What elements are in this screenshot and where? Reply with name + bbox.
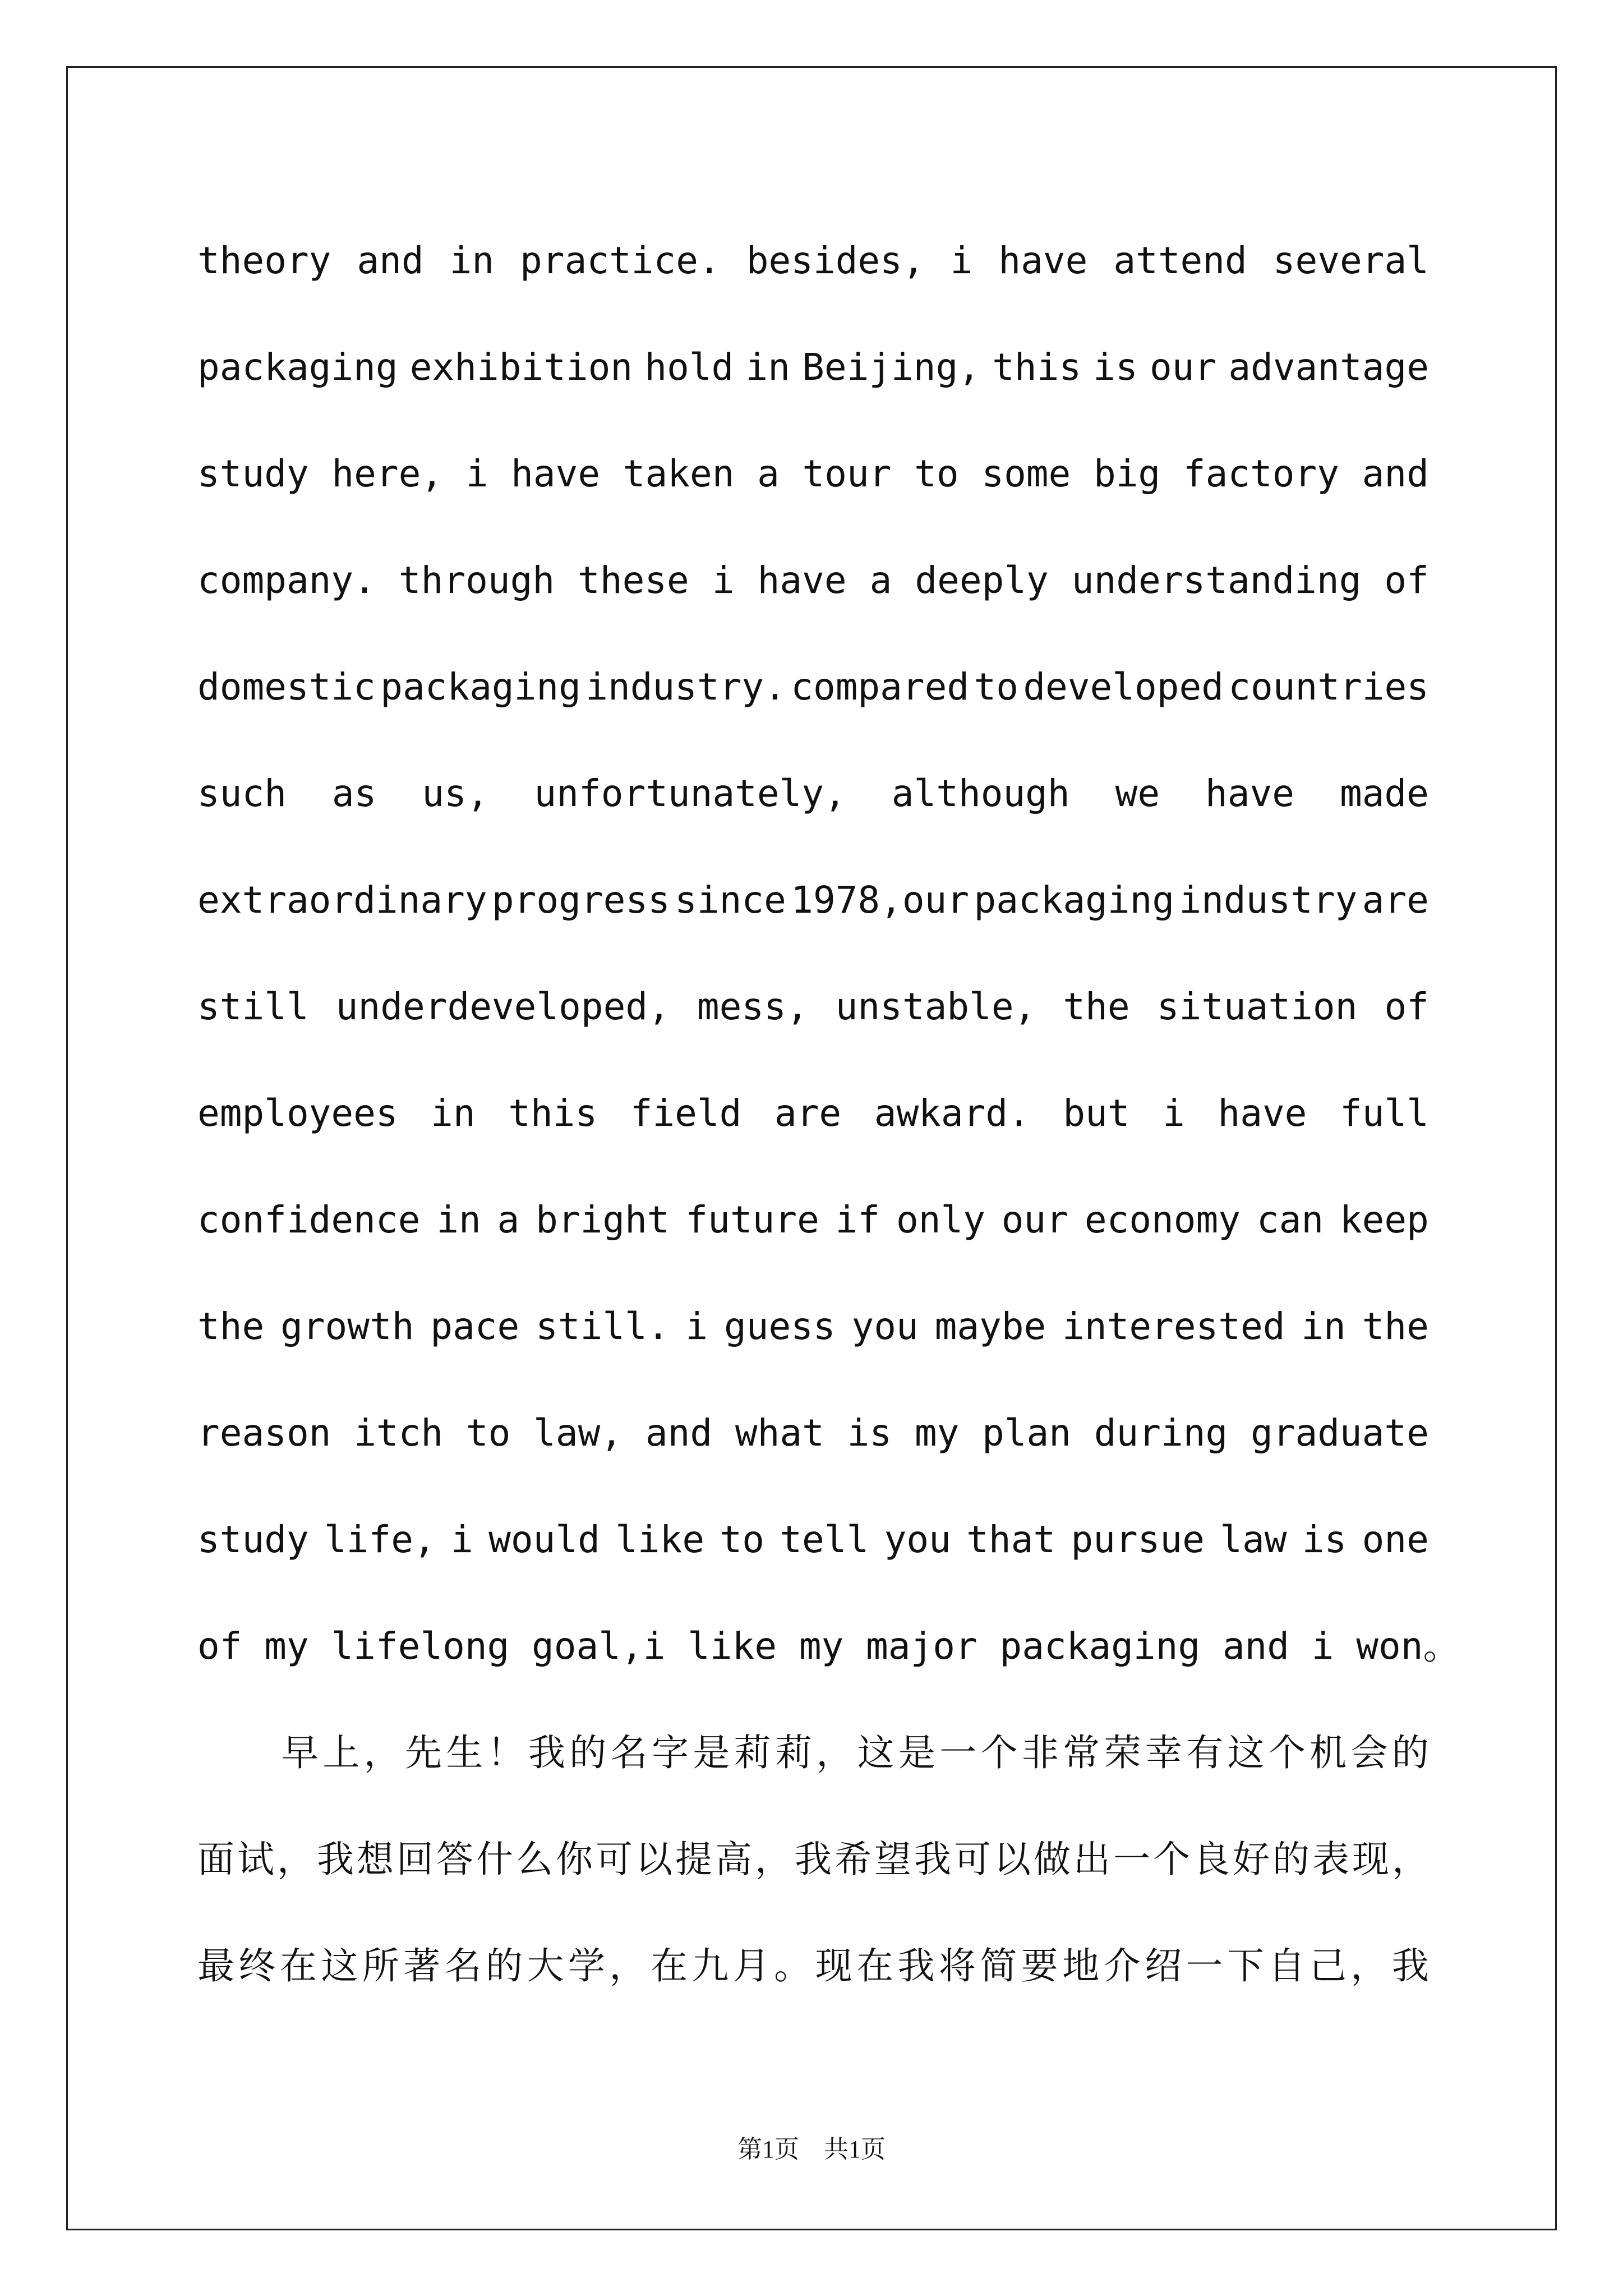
word: since (675, 878, 786, 922)
word: one (1362, 1518, 1429, 1561)
word: have (1218, 1092, 1307, 1135)
word: like (615, 1518, 705, 1561)
page-footer: 第1页 共1页 (737, 2136, 886, 2163)
word: have (1205, 772, 1294, 815)
word: 1978,our (791, 878, 970, 922)
word: deeply (915, 559, 1049, 602)
word: are (1362, 878, 1429, 922)
word: our (1001, 1198, 1068, 1241)
word: these (578, 559, 689, 602)
word: guess (723, 1305, 836, 1348)
word: this (992, 346, 1082, 389)
word: to (974, 665, 1018, 708)
word: would (488, 1518, 600, 1561)
word: awkard. (874, 1092, 1030, 1135)
word: of (1384, 985, 1429, 1028)
word: you (851, 1305, 919, 1348)
word: my (914, 1411, 960, 1455)
word: in (436, 1198, 481, 1241)
text-line (197, 1273, 1429, 1380)
word: life, (324, 1518, 436, 1561)
word: law, (533, 1411, 623, 1455)
word: factory (1183, 452, 1339, 495)
word: study (197, 1518, 309, 1561)
word: i (1163, 1092, 1185, 1135)
word: we (1115, 772, 1160, 815)
word: of (1384, 559, 1429, 602)
word: in (1301, 1305, 1346, 1348)
word: itch (354, 1411, 444, 1455)
word: progress (491, 878, 670, 922)
word: here, (331, 452, 444, 495)
word: graduate (1250, 1411, 1429, 1455)
word: compared (791, 665, 970, 708)
word: tell (780, 1518, 869, 1561)
word: made (1339, 772, 1429, 815)
word: countries (1228, 665, 1429, 708)
word: have (998, 239, 1088, 282)
word: theory (197, 239, 331, 282)
word: and (1362, 452, 1429, 495)
word: i (712, 559, 735, 602)
word: to (914, 452, 959, 495)
word: underdeveloped, (335, 985, 670, 1028)
word: exhibition (409, 346, 633, 389)
word: packaging (974, 878, 1175, 922)
word: attend (1113, 239, 1247, 282)
word: and (645, 1411, 713, 1455)
word: extraordinary (197, 878, 487, 922)
word: the (1362, 1305, 1429, 1348)
word: in (449, 239, 495, 282)
text-line (197, 314, 1429, 421)
word: as (331, 772, 377, 815)
word: a (869, 559, 892, 602)
word: besides, (746, 239, 925, 282)
word: full (1339, 1092, 1429, 1135)
word: i (451, 1518, 473, 1561)
word: big (1093, 452, 1161, 495)
word: Beijing, (802, 346, 980, 389)
word: reason (197, 1411, 331, 1455)
word: confidence (197, 1198, 421, 1241)
word: have (511, 452, 601, 495)
word: law (1220, 1518, 1287, 1561)
word: only (896, 1198, 985, 1241)
word: a (497, 1198, 520, 1241)
word: still (197, 985, 309, 1028)
word: packaging (380, 665, 581, 708)
text-line (197, 740, 1429, 847)
text-line (197, 208, 1429, 314)
word: practice. (520, 239, 721, 282)
word: pace (430, 1305, 520, 1348)
word: unfortunately, (534, 772, 846, 815)
word: plan (982, 1411, 1072, 1455)
word: developed (1023, 665, 1224, 708)
text-line: 最 终 在 这 所 著 名 的 大 学 ， 在 九 月 。 现 在 我 将 简 要 地 介 绍 一 下 自 己 ， 我 (197, 1944, 1429, 1987)
word: is (1302, 1518, 1347, 1561)
word: unstable, (835, 985, 1036, 1028)
text-line (197, 634, 1429, 740)
text-line (197, 527, 1429, 634)
word: our (1149, 346, 1217, 389)
word: such (197, 772, 287, 815)
word: mess, (697, 985, 809, 1028)
word: maybe (934, 1305, 1046, 1348)
word: interested (1062, 1305, 1285, 1348)
word: growth (280, 1305, 414, 1348)
word: hold (644, 346, 734, 389)
word: some (981, 452, 1071, 495)
text-line: 早 上 ， 先 生 ！ 我 的 名 字 是 莉 莉 ， 这 是 一 个 非 常 荣 幸 有 这 个 机 会 的 (282, 1731, 1429, 1774)
word: bright (536, 1198, 670, 1241)
word: what (735, 1411, 824, 1455)
word: although (891, 772, 1070, 815)
chinese-paragraph (197, 1700, 1429, 2019)
text-line (197, 1167, 1429, 1273)
word: study (197, 452, 309, 495)
word: future (685, 1198, 819, 1241)
word: in (745, 346, 790, 389)
text-line (197, 1487, 1429, 1593)
word: are (774, 1092, 842, 1135)
word: i (950, 239, 973, 282)
word: advantage (1228, 346, 1429, 389)
text-line (197, 421, 1429, 527)
text-line (197, 954, 1429, 1060)
word: is (847, 1411, 892, 1455)
word: i (465, 452, 488, 495)
word: tour (802, 452, 892, 495)
word: situation (1156, 985, 1358, 1028)
word: this (508, 1092, 598, 1135)
word: still. (536, 1305, 670, 1348)
word: if (835, 1198, 880, 1241)
word: to (465, 1411, 511, 1455)
word: us, (422, 772, 489, 815)
text-line (197, 847, 1429, 954)
text-line (197, 1060, 1429, 1167)
word: but (1063, 1092, 1130, 1135)
word: industry (1179, 878, 1358, 922)
word: field (630, 1092, 742, 1135)
word: that (966, 1518, 1056, 1561)
word: industry. (585, 665, 786, 708)
word: is (1093, 346, 1138, 389)
word: have (757, 559, 847, 602)
text-line (197, 1380, 1429, 1487)
word: and (357, 239, 424, 282)
word: several (1272, 239, 1429, 282)
english-last-line: of my lifelong goal,i like my major packaging and i won。 (197, 1625, 1460, 1668)
word: taken (623, 452, 735, 495)
document-body (197, 208, 1460, 2019)
word: packaging (197, 346, 398, 389)
word: to (720, 1518, 764, 1561)
word: company. (197, 559, 376, 602)
word: employees (197, 1092, 398, 1135)
word: pursue (1071, 1518, 1205, 1561)
word: the (197, 1305, 265, 1348)
word: a (757, 452, 780, 495)
word: in (431, 1092, 476, 1135)
word: the (1063, 985, 1130, 1028)
text-line: 面 试 ， 我 想 回 答 什 么 你 可 以 提 高 ， 我 希 望 我 可 以 做 出 一 个 良 好 的 表 现 ， (197, 1838, 1429, 1881)
word: i (685, 1305, 708, 1348)
word: understanding (1071, 559, 1362, 602)
word: through (398, 559, 555, 602)
word: domestic (197, 665, 376, 708)
word: keep (1339, 1198, 1429, 1241)
word: you (884, 1518, 951, 1561)
word: economy (1084, 1198, 1241, 1241)
word: can (1256, 1198, 1324, 1241)
word: during (1094, 1411, 1228, 1455)
english-paragraph (197, 208, 1429, 1593)
